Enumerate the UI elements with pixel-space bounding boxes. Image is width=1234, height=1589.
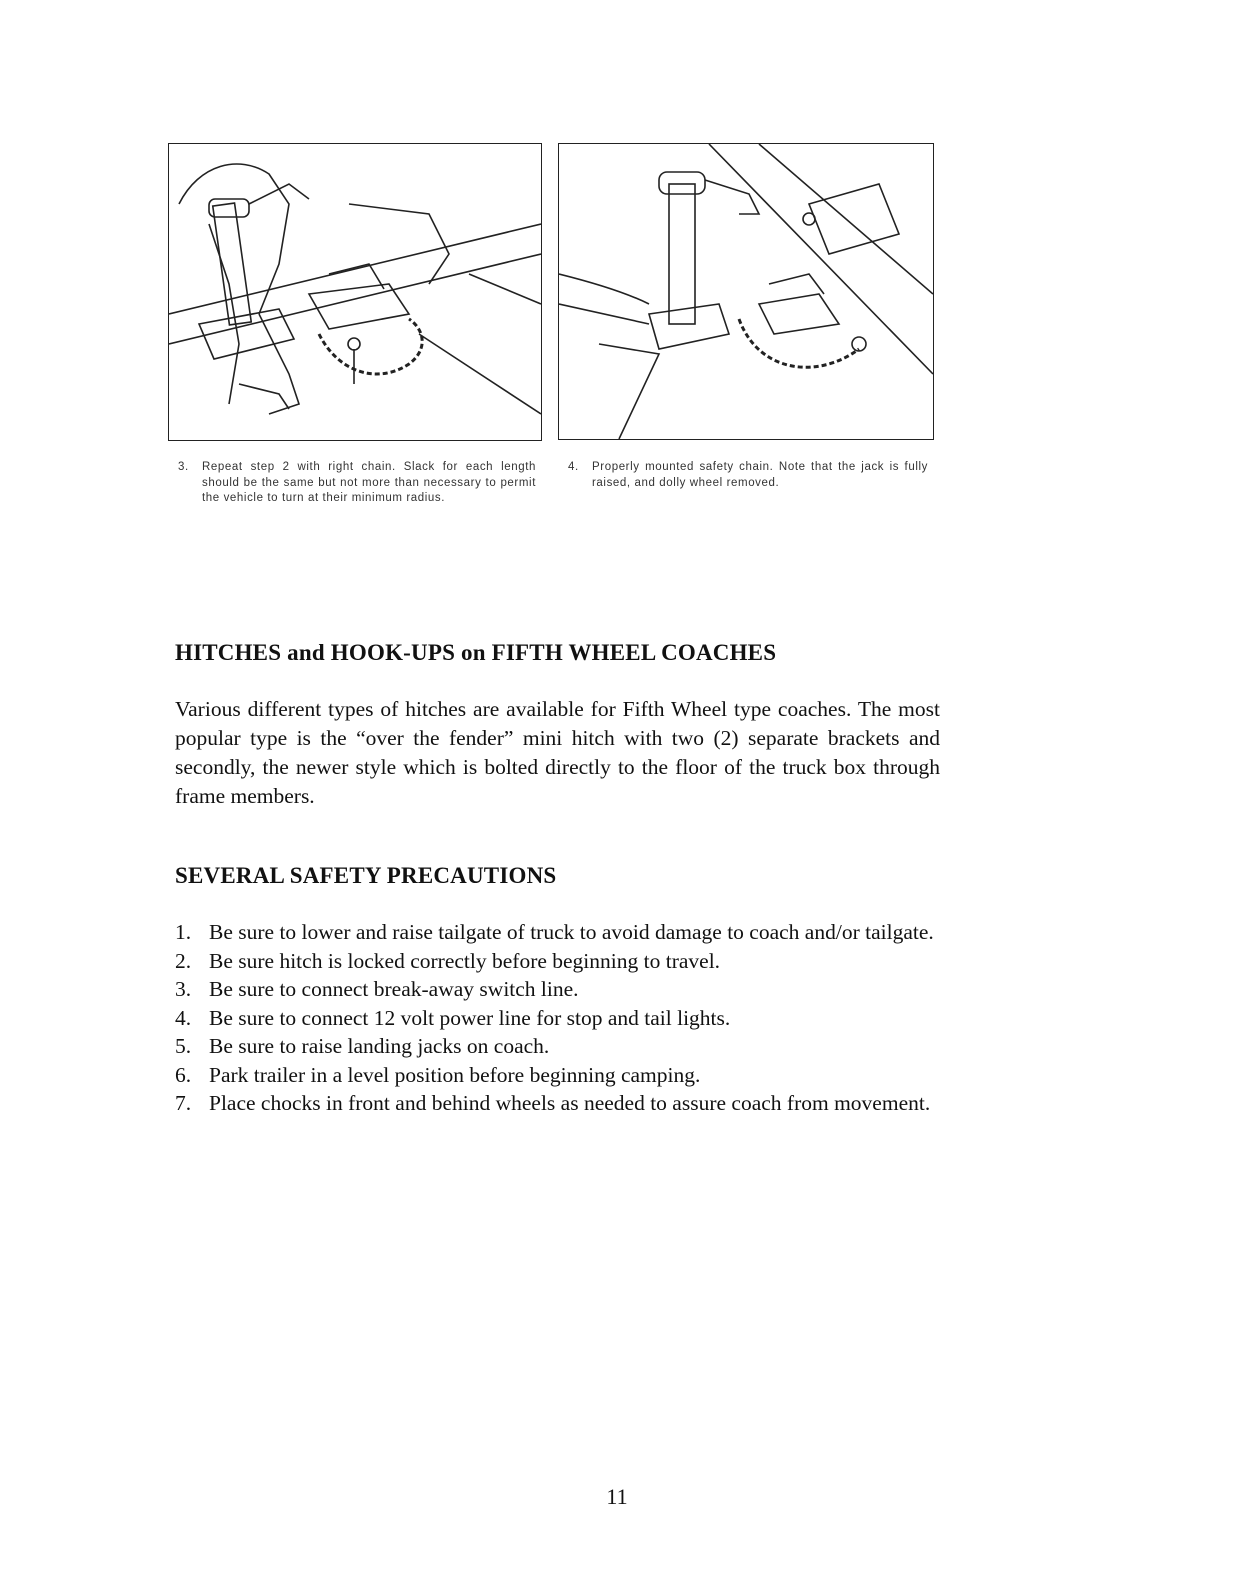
list-item-number: 5. — [175, 1034, 192, 1058]
list-item — [175, 1032, 945, 1061]
list-item — [175, 1089, 945, 1118]
list-item-number: 4. — [175, 1005, 192, 1030]
list-item-number: 1. — [175, 920, 192, 944]
figure-4-caption-text: Properly mounted safety chain. Note that the jack is fully raised, and dolly wheel removed. — [592, 461, 928, 489]
figure-4-caption — [568, 460, 928, 494]
mounted-chain-illustration-right — [559, 144, 933, 439]
figure-4-illustration — [558, 143, 934, 440]
figure-3-caption-text: Repeat step 2 with right chain. Slack for each length should be the same but not more than necessary to permit the vehicle to turn at their minimum radius. — [202, 461, 536, 504]
list-item-text: Be sure to connect 12 volt power line for stop and tail lights. — [209, 1005, 731, 1030]
list-item-text: Park trailer in a level position before beginning camping. — [209, 1062, 701, 1087]
list-item-number: 6. — [175, 1062, 192, 1087]
figure-3-number: 3. — [178, 461, 189, 473]
page-number: 11 — [606, 1484, 628, 1509]
hitches-paragraph: Various different types of hitches are available for Fifth Wheel type coaches. The most popular type is the “over the fender” mini hitch with two (2) separate brackets and secondly, the newer style which is bolted directly to the floor of the truck box through frame members. — [175, 697, 940, 808]
list-item — [175, 1061, 945, 1090]
figure-3-illustration — [168, 143, 542, 441]
list-item — [175, 947, 945, 976]
safety-precautions-list — [175, 918, 945, 1118]
list-item-number: 3. — [175, 977, 192, 1001]
hitches-heading: HITCHES and HOOK-UPS on FIFTH WHEEL COACHES — [175, 640, 777, 665]
hitch-chain-illustration-left — [169, 144, 541, 440]
list-item-text: Be sure to connect break-away switch line. — [209, 977, 579, 1001]
list-item — [175, 1004, 945, 1033]
list-item-number: 7. — [175, 1091, 192, 1115]
figure-3-caption — [178, 460, 536, 526]
list-item-text: Place chocks in front and behind wheels as needed to assure coach from movement. — [209, 1091, 931, 1115]
list-item-text: Be sure hitch is locked correctly before beginning to travel. — [209, 948, 721, 973]
figure-4-number: 4. — [568, 461, 579, 473]
list-item — [175, 975, 945, 1004]
list-item-text: Be sure to lower and raise tailgate of truck to avoid damage to coach and/or tailgate. — [209, 920, 934, 944]
list-item-number: 2. — [175, 948, 192, 973]
list-item-text: Be sure to raise landing jacks on coach. — [209, 1034, 550, 1058]
safety-precautions-heading: SEVERAL SAFETY PRECAUTIONS — [175, 863, 557, 888]
list-item — [175, 918, 945, 947]
